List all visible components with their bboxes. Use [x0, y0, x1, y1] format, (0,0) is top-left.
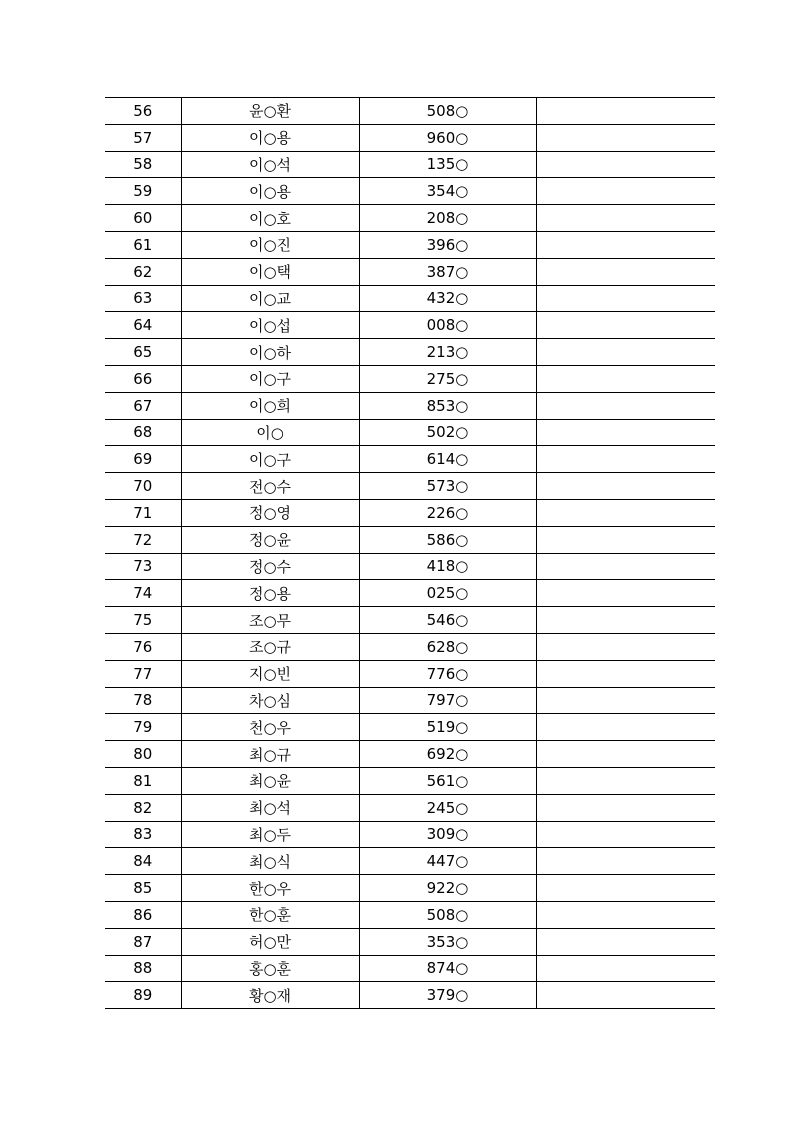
note-cell	[536, 687, 715, 714]
table-row	[105, 875, 715, 902]
row-number-cell: 71	[105, 499, 181, 526]
name-cell: 이○용	[181, 178, 359, 205]
note-cell	[536, 98, 715, 125]
table-row	[105, 98, 715, 125]
row-number-cell: 78	[105, 687, 181, 714]
code-cell: 135○	[359, 151, 536, 178]
name-cell: 차○심	[181, 687, 359, 714]
row-number-cell: 80	[105, 741, 181, 768]
note-cell	[536, 633, 715, 660]
code-cell: 508○	[359, 98, 536, 125]
note-cell	[536, 928, 715, 955]
row-number-cell: 64	[105, 312, 181, 339]
table-row	[105, 473, 715, 500]
table-row	[105, 419, 715, 446]
table-row	[105, 231, 715, 258]
code-cell: 309○	[359, 821, 536, 848]
note-cell	[536, 741, 715, 768]
name-cell: 이○호	[181, 205, 359, 232]
note-cell	[536, 285, 715, 312]
note-cell	[536, 339, 715, 366]
row-number-cell: 56	[105, 98, 181, 125]
row-number-cell: 89	[105, 982, 181, 1009]
note-cell	[536, 794, 715, 821]
row-number-cell: 65	[105, 339, 181, 366]
code-cell: 561○	[359, 767, 536, 794]
row-number-cell: 66	[105, 365, 181, 392]
table-row	[105, 392, 715, 419]
table-row	[105, 205, 715, 232]
table-row	[105, 285, 715, 312]
note-cell	[536, 499, 715, 526]
table-row	[105, 687, 715, 714]
table-row	[105, 553, 715, 580]
name-cell: 이○택	[181, 258, 359, 285]
row-number-cell: 86	[105, 901, 181, 928]
row-number-cell: 69	[105, 446, 181, 473]
row-number-cell: 81	[105, 767, 181, 794]
code-cell: 226○	[359, 499, 536, 526]
code-cell: 776○	[359, 660, 536, 687]
name-cell: 정○용	[181, 580, 359, 607]
table-row	[105, 258, 715, 285]
roster-table	[105, 97, 715, 1009]
name-cell: 홍○훈	[181, 955, 359, 982]
note-cell	[536, 875, 715, 902]
code-cell: 797○	[359, 687, 536, 714]
roster-table-body	[105, 98, 715, 1009]
note-cell	[536, 312, 715, 339]
name-cell: 이○석	[181, 151, 359, 178]
code-cell: 874○	[359, 955, 536, 982]
table-row	[105, 848, 715, 875]
row-number-cell: 79	[105, 714, 181, 741]
name-cell: 이○구	[181, 365, 359, 392]
name-cell: 최○두	[181, 821, 359, 848]
row-number-cell: 62	[105, 258, 181, 285]
row-number-cell: 63	[105, 285, 181, 312]
table-row	[105, 794, 715, 821]
table-row	[105, 928, 715, 955]
name-cell: 이○진	[181, 231, 359, 258]
note-cell	[536, 178, 715, 205]
name-cell: 이○교	[181, 285, 359, 312]
row-number-cell: 82	[105, 794, 181, 821]
name-cell: 한○우	[181, 875, 359, 902]
code-cell: 853○	[359, 392, 536, 419]
note-cell	[536, 231, 715, 258]
name-cell: 최○식	[181, 848, 359, 875]
row-number-cell: 61	[105, 231, 181, 258]
table-row	[105, 178, 715, 205]
table-row	[105, 901, 715, 928]
row-number-cell: 58	[105, 151, 181, 178]
note-cell	[536, 767, 715, 794]
table-row	[105, 982, 715, 1009]
name-cell: 이○	[181, 419, 359, 446]
code-cell: 614○	[359, 446, 536, 473]
table-row	[105, 714, 715, 741]
code-cell: 353○	[359, 928, 536, 955]
table-row	[105, 580, 715, 607]
name-cell: 정○수	[181, 553, 359, 580]
note-cell	[536, 473, 715, 500]
name-cell: 황○재	[181, 982, 359, 1009]
table-row	[105, 124, 715, 151]
table-row	[105, 151, 715, 178]
code-cell: 275○	[359, 365, 536, 392]
note-cell	[536, 580, 715, 607]
name-cell: 전○수	[181, 473, 359, 500]
row-number-cell: 85	[105, 875, 181, 902]
table-row	[105, 767, 715, 794]
note-cell	[536, 365, 715, 392]
note-cell	[536, 205, 715, 232]
row-number-cell: 70	[105, 473, 181, 500]
name-cell: 지○빈	[181, 660, 359, 687]
name-cell: 정○영	[181, 499, 359, 526]
code-cell: 008○	[359, 312, 536, 339]
note-cell	[536, 607, 715, 634]
code-cell: 208○	[359, 205, 536, 232]
name-cell: 이○구	[181, 446, 359, 473]
row-number-cell: 76	[105, 633, 181, 660]
row-number-cell: 72	[105, 526, 181, 553]
code-cell: 447○	[359, 848, 536, 875]
row-number-cell: 75	[105, 607, 181, 634]
name-cell: 조○규	[181, 633, 359, 660]
table-row	[105, 633, 715, 660]
note-cell	[536, 982, 715, 1009]
code-cell: 418○	[359, 553, 536, 580]
name-cell: 최○석	[181, 794, 359, 821]
table-row	[105, 741, 715, 768]
table-row	[105, 312, 715, 339]
code-cell: 628○	[359, 633, 536, 660]
code-cell: 213○	[359, 339, 536, 366]
name-cell: 이○섭	[181, 312, 359, 339]
name-cell: 이○용	[181, 124, 359, 151]
row-number-cell: 74	[105, 580, 181, 607]
name-cell: 정○윤	[181, 526, 359, 553]
table-row	[105, 446, 715, 473]
name-cell: 이○하	[181, 339, 359, 366]
row-number-cell: 88	[105, 955, 181, 982]
row-number-cell: 73	[105, 553, 181, 580]
table-row	[105, 365, 715, 392]
row-number-cell: 60	[105, 205, 181, 232]
row-number-cell: 83	[105, 821, 181, 848]
name-cell: 천○우	[181, 714, 359, 741]
note-cell	[536, 848, 715, 875]
code-cell: 025○	[359, 580, 536, 607]
note-cell	[536, 392, 715, 419]
note-cell	[536, 419, 715, 446]
table-row	[105, 526, 715, 553]
note-cell	[536, 901, 715, 928]
code-cell: 546○	[359, 607, 536, 634]
name-cell: 윤○환	[181, 98, 359, 125]
note-cell	[536, 955, 715, 982]
code-cell: 432○	[359, 285, 536, 312]
note-cell	[536, 446, 715, 473]
row-number-cell: 84	[105, 848, 181, 875]
code-cell: 245○	[359, 794, 536, 821]
note-cell	[536, 526, 715, 553]
table-row	[105, 607, 715, 634]
table-row	[105, 821, 715, 848]
row-number-cell: 68	[105, 419, 181, 446]
code-cell: 502○	[359, 419, 536, 446]
note-cell	[536, 553, 715, 580]
code-cell: 379○	[359, 982, 536, 1009]
row-number-cell: 59	[105, 178, 181, 205]
name-cell: 한○훈	[181, 901, 359, 928]
code-cell: 922○	[359, 875, 536, 902]
table-row	[105, 499, 715, 526]
name-cell: 조○무	[181, 607, 359, 634]
name-cell: 최○윤	[181, 767, 359, 794]
code-cell: 573○	[359, 473, 536, 500]
table-row	[105, 339, 715, 366]
row-number-cell: 87	[105, 928, 181, 955]
code-cell: 519○	[359, 714, 536, 741]
name-cell: 최○규	[181, 741, 359, 768]
row-number-cell: 77	[105, 660, 181, 687]
name-cell: 이○희	[181, 392, 359, 419]
note-cell	[536, 660, 715, 687]
row-number-cell: 57	[105, 124, 181, 151]
note-cell	[536, 714, 715, 741]
code-cell: 354○	[359, 178, 536, 205]
code-cell: 586○	[359, 526, 536, 553]
note-cell	[536, 124, 715, 151]
code-cell: 692○	[359, 741, 536, 768]
code-cell: 387○	[359, 258, 536, 285]
note-cell	[536, 258, 715, 285]
name-cell: 허○만	[181, 928, 359, 955]
note-cell	[536, 821, 715, 848]
code-cell: 508○	[359, 901, 536, 928]
row-number-cell: 67	[105, 392, 181, 419]
code-cell: 396○	[359, 231, 536, 258]
note-cell	[536, 151, 715, 178]
code-cell: 960○	[359, 124, 536, 151]
table-row	[105, 660, 715, 687]
table-row	[105, 955, 715, 982]
